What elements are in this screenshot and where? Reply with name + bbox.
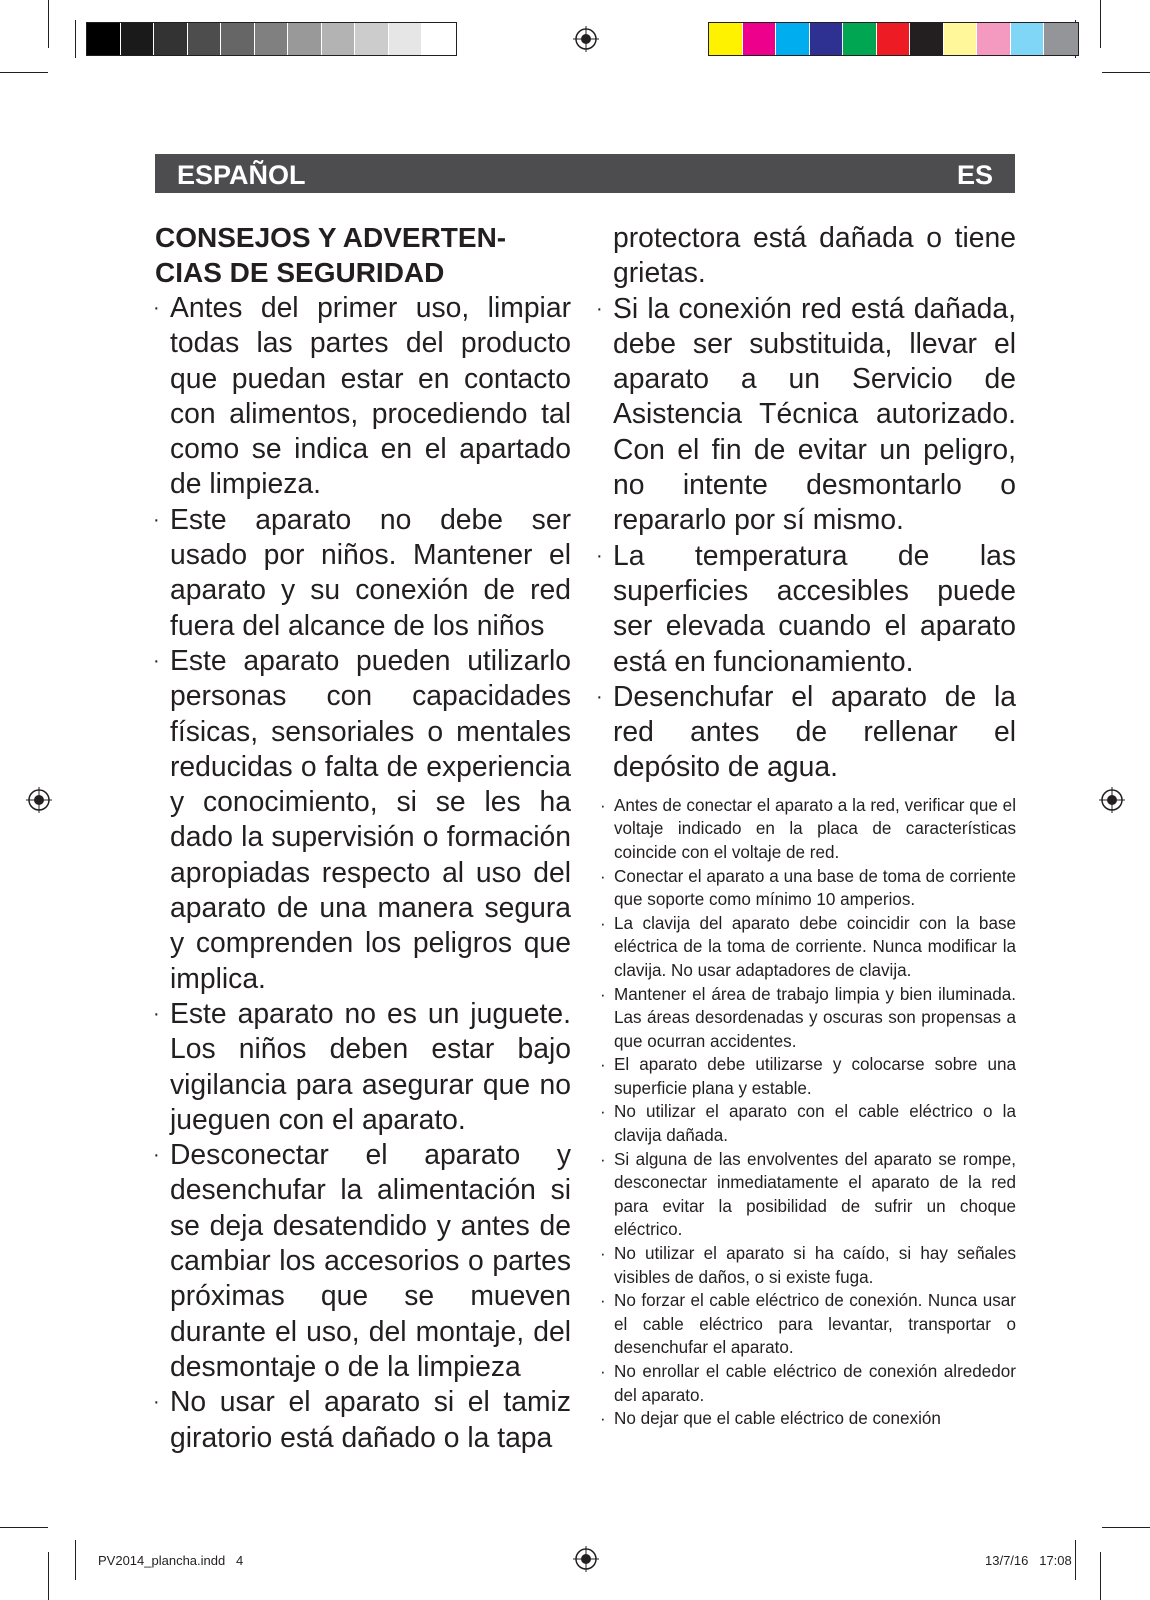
registration-mark-icon <box>1099 787 1125 813</box>
color-swatch <box>843 23 877 55</box>
list-item: · Este aparato pueden utilizarlo personas con capacidades físicas, sensoriales o mentales reducidas o falta de experiencia y conocimiento, si se les ha dado la supervisión o formación apropiadas respecto al uso del aparato de una manera segura y comprenden los peligros que implica. <box>155 643 571 996</box>
crop-mark-icon <box>48 0 49 48</box>
list-item: · No usar el aparato si el tamiz giratorio está dañado o la tapa <box>155 1384 571 1455</box>
list-item: · Desconectar el aparato y desenchufar la alimentación si se deja desatendido y antes de cambiar los accesorios o partes próximas que se mueven durante el uso, del montaje, del desmontaje o de la limpieza <box>155 1137 571 1384</box>
gray-swatch <box>322 23 356 55</box>
color-swatch <box>743 23 777 55</box>
list-item: · Antes de conectar el aparato a la red, verificar que el voltaje indicado en la placa de características coincide con el voltaje de red. <box>598 794 1016 865</box>
footer-datetime: 13/7/16 17:08 <box>985 1553 1072 1568</box>
color-bar <box>708 22 1079 56</box>
registration-mark-icon <box>573 1546 599 1572</box>
list-item: · Antes del primer uso, limpiar todas las partes del producto que puedan estar en contacto con alimentos, procediendo tal como se indica en el apartado de limpieza. <box>155 290 571 502</box>
gray-swatch <box>221 23 255 55</box>
color-swatch <box>1011 23 1045 55</box>
list-item: · No enrollar el cable eléctrico de conexión alrededor del aparato. <box>598 1360 1016 1407</box>
color-swatch <box>877 23 911 55</box>
safety-list <box>598 291 1016 785</box>
language-header <box>155 154 1015 193</box>
registration-mark-icon <box>573 26 599 52</box>
gray-swatch <box>87 23 121 55</box>
crop-mark-icon <box>1075 1540 1076 1580</box>
list-item: · El aparato debe utilizarse y colocarse sobre una superficie plana y estable. <box>598 1053 1016 1100</box>
safety-list <box>155 290 571 1455</box>
color-swatch <box>810 23 844 55</box>
color-swatch <box>709 23 743 55</box>
left-column <box>155 220 571 1455</box>
list-item: · Este aparato no es un juguete. Los niños deben estar bajo vigilancia para asegurar que no jueguen con el aparato. <box>155 996 571 1137</box>
language-label: ESPAÑOL <box>177 160 306 190</box>
color-swatch <box>776 23 810 55</box>
gray-swatch <box>288 23 322 55</box>
list-item: · No utilizar el aparato si ha caído, si hay señales visibles de daños, o si existe fuga. <box>598 1242 1016 1289</box>
grayscale-bar <box>86 22 457 56</box>
registration-mark-icon <box>26 787 52 813</box>
list-item: · Este aparato no debe ser usado por niños. Mantener el aparato y su conexión de red fuera del alcance de los niños <box>155 502 571 643</box>
crop-mark-icon <box>1102 1527 1150 1528</box>
list-item: · Mantener el área de trabajo limpia y bien iluminada. Las áreas desordenadas y oscuras son propensas a que ocurran accidentes. <box>598 983 1016 1054</box>
gray-swatch <box>121 23 155 55</box>
color-swatch <box>977 23 1011 55</box>
crop-mark-icon <box>75 1540 76 1580</box>
list-item: · No utilizar el aparato con el cable eléctrico o la clavija dañada. <box>598 1100 1016 1147</box>
right-column <box>598 220 1016 1431</box>
list-item: · Si alguna de las envolventes del aparato se rompe, desconectar inmediatamente el aparato de la red para evitar la posibilidad de sufrir un choque eléctrico. <box>598 1148 1016 1242</box>
crop-mark-icon <box>1100 0 1101 48</box>
safety-list-small <box>598 794 1016 1431</box>
footer-file: PV2014_plancha.indd 4 <box>98 1553 244 1568</box>
gray-swatch <box>355 23 389 55</box>
gray-swatch <box>389 23 423 55</box>
crop-mark-icon <box>0 1527 48 1528</box>
continued-text: protectora está dañada o tiene grietas. <box>613 221 1016 289</box>
language-code: ES <box>956 160 993 190</box>
color-swatch <box>910 23 944 55</box>
crop-mark-icon <box>1100 1552 1101 1600</box>
gray-swatch <box>188 23 222 55</box>
gray-swatch <box>255 23 289 55</box>
list-item: · No forzar el cable eléctrico de conexión. Nunca usar el cable eléctrico para levantar, transportar o desenchufar el aparato. <box>598 1289 1016 1360</box>
list-item: · La clavija del aparato debe coincidir con la base eléctrica de la toma de corriente. Nunca modificar la clavija. No usar adaptadores de clavija. <box>598 912 1016 983</box>
crop-mark-icon <box>0 72 48 73</box>
crop-mark-icon <box>1102 72 1150 73</box>
crop-mark-icon <box>48 1552 49 1600</box>
color-swatch <box>944 23 978 55</box>
list-item: · Desenchufar el aparato de la red antes de rellenar el depósito de agua. <box>598 679 1016 785</box>
color-swatch <box>1044 23 1078 55</box>
section-title: CONSEJOS Y ADVERTEN- CIAS DE SEGURIDAD <box>155 222 507 288</box>
list-item: · No dejar que el cable eléctrico de conexión <box>598 1407 1016 1431</box>
list-item: · Si la conexión red está dañada, debe ser substituida, llevar el aparato a un Servicio de Asistencia Técnica autorizado. Con el fin de evitar un peligro, no intente desmontarlo o repararlo por sí mismo. <box>598 291 1016 538</box>
list-item: · La temperatura de las superficies accesibles puede ser elevada cuando el aparato está en funcionamiento. <box>598 538 1016 679</box>
crop-mark-icon <box>75 20 76 58</box>
gray-swatch <box>154 23 188 55</box>
list-item: · Conectar el aparato a una base de toma de corriente que soporte como mínimo 10 amperios. <box>598 865 1016 912</box>
gray-swatch <box>422 23 456 55</box>
